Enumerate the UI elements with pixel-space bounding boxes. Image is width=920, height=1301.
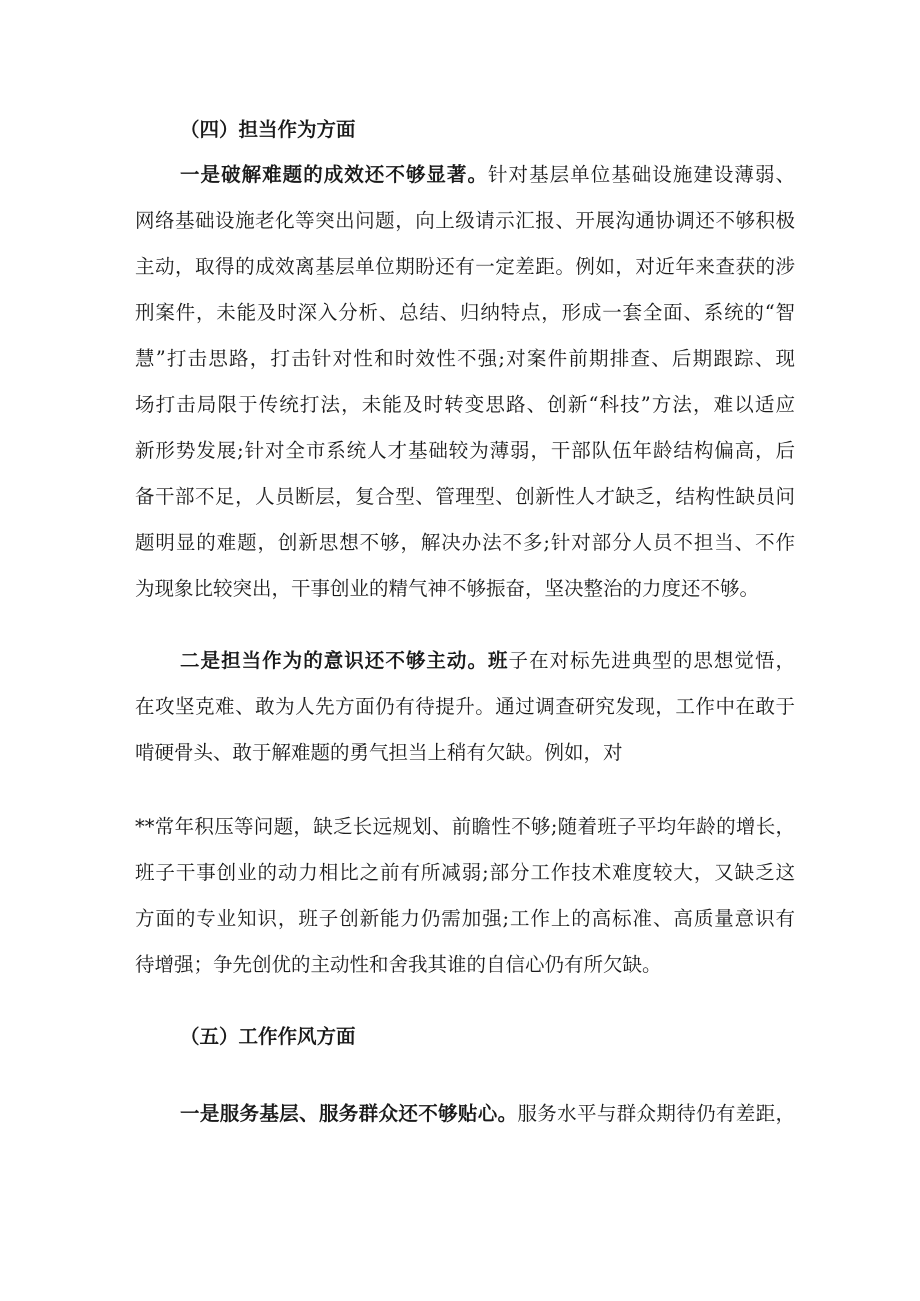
paragraph-line: 场打击局限于传统打法，未能及时转变思路、创新“科技”方法，难以适应 xyxy=(135,393,795,416)
paragraph-line: 题明显的难题，创新思想不够，解决办法不多;针对部分人员不担当、不作 xyxy=(135,531,795,554)
paragraph-line: 在攻坚克难、敢为人先方面仍有待提升。通过调查研究发现，工作中在敢于 xyxy=(135,695,795,718)
paragraph-line: 班子干事创业的动力相比之前有所减弱;部分工作技术难度较大，又缺乏这 xyxy=(135,861,795,884)
paragraph-lead: 一是破解难题的成效还不够显著。 xyxy=(180,163,489,186)
paragraph-line: 方面的专业知识，班子创新能力仍需加强;工作上的高标准、高质量意识有 xyxy=(135,907,795,930)
paragraph-lead: 二是担当作为的意识还不够主动。班 xyxy=(180,649,509,672)
paragraph-line xyxy=(180,1101,795,1127)
paragraph-line: 慧”打击思路，打击针对性和时效性不强;对案件前期排查、后期跟踪、现 xyxy=(135,347,795,370)
paragraph-text: 针对基层单位基础设施建设薄弱、 xyxy=(488,163,795,186)
paragraph-line: 为现象比较突出，干事创业的精气神不够振奋，坚决整治的力度还不够。 xyxy=(135,577,760,600)
paragraph-line: 备干部不足，人员断层，复合型、管理型、创新性人才缺乏，结构性缺员问 xyxy=(135,485,795,508)
paragraph-line: **常年积压等问题，缺乏长远规划、前瞻性不够;随着班子平均年龄的增长， xyxy=(135,815,795,838)
paragraph-line: 网络基础设施老化等突出问题，向上级请示汇报、开展沟通协调还不够积极 xyxy=(135,209,795,232)
paragraph-lead: 一是服务基层、服务群众还不够贴心。 xyxy=(180,1102,518,1125)
paragraph-line: 啃硬骨头、敢于解难题的勇气担当上稍有欠缺。例如，对 xyxy=(135,741,623,764)
paragraph-line xyxy=(180,648,795,674)
paragraph-line: 待增强；争先创优的主动性和舍我其谁的自信心仍有所欠缺。 xyxy=(135,953,662,976)
paragraph-line xyxy=(180,162,795,188)
section-heading-4: （四）担当作为方面 xyxy=(180,118,356,141)
paragraph-line: 刑案件，未能及时深入分析、总结、归纳特点，形成一套全面、系统的“智 xyxy=(135,301,795,324)
section-heading-5: （五）工作作风方面 xyxy=(180,1025,356,1048)
paragraph-text: 子在对标先进典型的思想觉悟， xyxy=(508,649,795,672)
paragraph-line: 新形势发展;针对全市系统人才基础较为薄弱，干部队伍年龄结构偏高，后 xyxy=(135,439,795,462)
paragraph-text: 服务水平与群众期待仍有差距， xyxy=(517,1102,795,1125)
paragraph-line: 主动，取得的成效离基层单位期盼还有一定差距。例如，对近年来查获的涉 xyxy=(135,255,795,278)
